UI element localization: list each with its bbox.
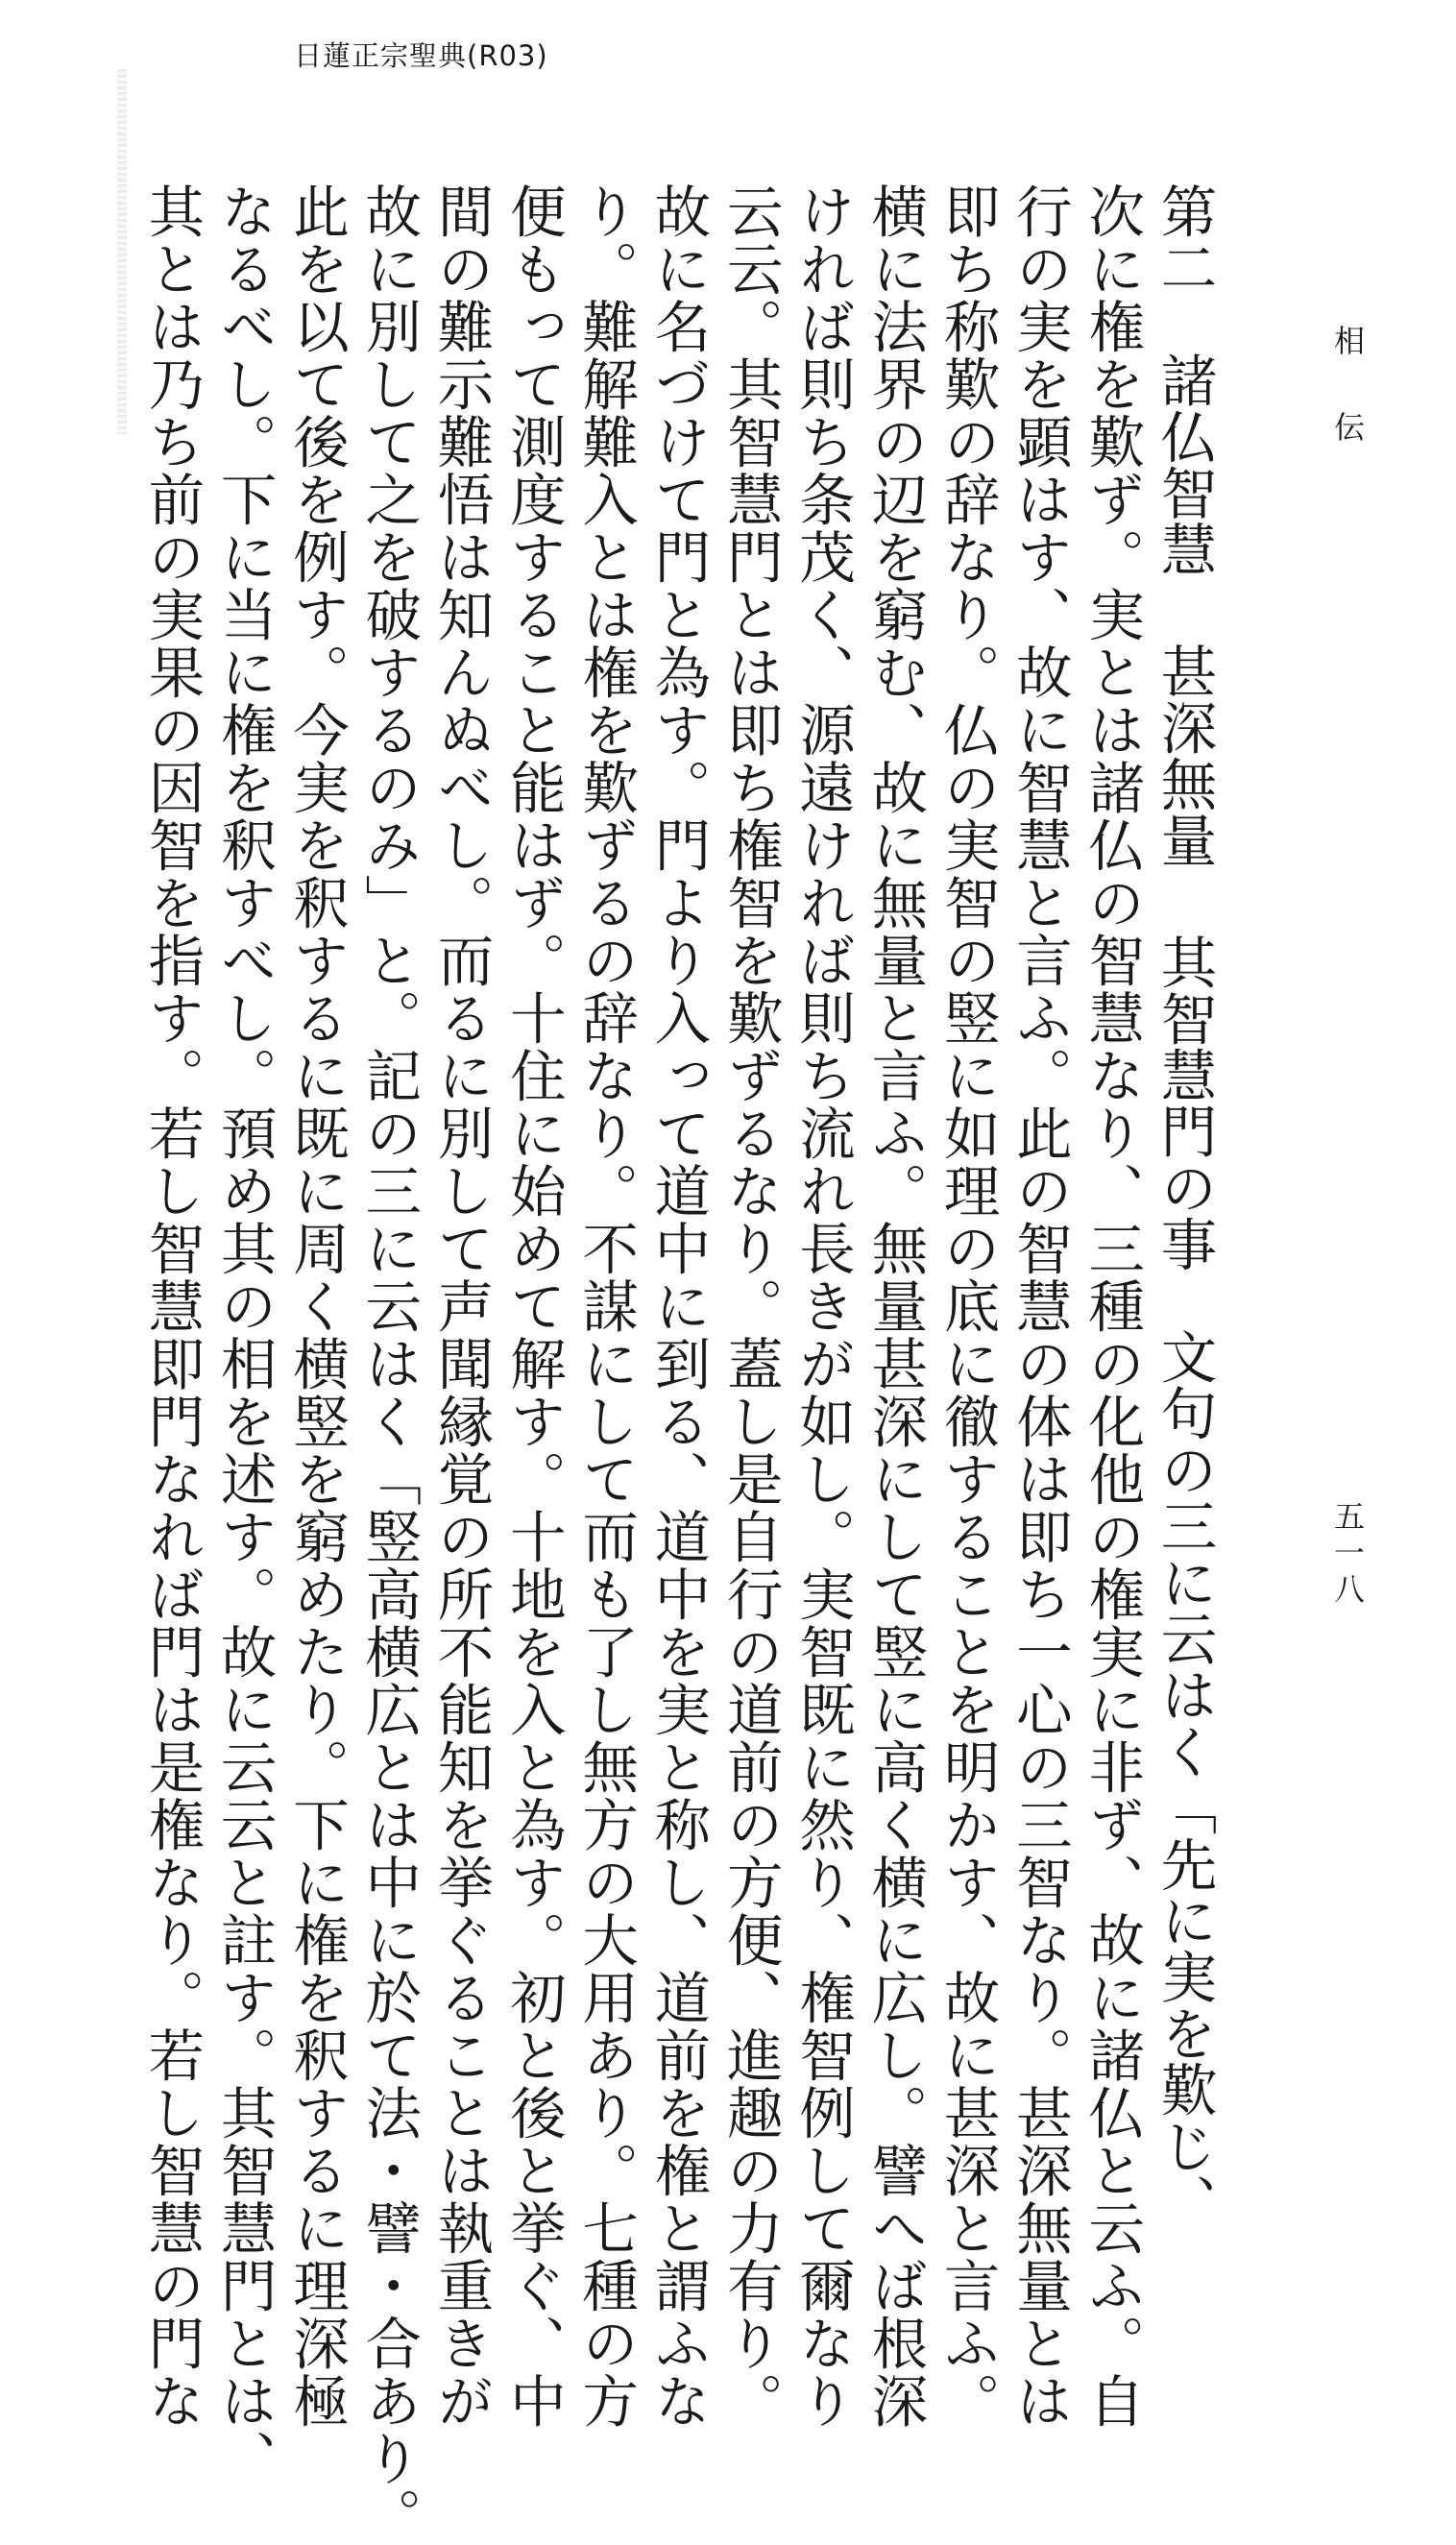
text-line: り。難解難入とは権を歎ずるの辞なり。不謀にして而も了し無方の大用あり。七種の方 — [572, 182, 639, 2430]
section-heading-line: 第二 諸仏智慧 甚深無量 其智慧門の事 文句の三に云はく「先に実を歎じ、 — [1152, 182, 1217, 2231]
text-line: 即ち称歎の辞なり。仏の実智の竪に如理の底に徹することを明かす、故に甚深と言ふ。 — [934, 182, 1001, 2430]
document-header: 日蓮正宗聖典(R03) — [294, 39, 548, 72]
running-title: 相伝 — [1329, 325, 1366, 497]
text-line: ければ則ち条茂く、源遠ければ則ち流れ長きが如し。実智既に然り、権智例して爾なり — [789, 182, 856, 2430]
body-text — [135, 182, 1220, 2545]
scan-artifact — [117, 69, 127, 434]
text-line: 間の難示難悟は知んぬべし。而るに別して声聞縁覚の所不能知を挙ぐることは執重きが — [428, 182, 495, 2430]
text-line: 此を以て後を例す。今実を釈するに既に周く横竪を窮めたり。下に権を釈するに理深極 — [283, 182, 350, 2430]
text-line: 次に権を歎ず。実とは諸仏の智慧なり、三種の化他の権実に非ず、故に諸仏と云ふ。自 — [1079, 182, 1145, 2430]
text-line: 横に法界の辺を窮む、故に無量と言ふ。無量甚深にして竪に高く横に広し。譬へば根深 — [861, 182, 928, 2430]
text-line: 其とは乃ち前の実果の因智を指す。若し智慧即門なれば門は是権なり。若し智慧の門な — [138, 182, 205, 2430]
text-line: 云云。其智慧門とは即ち権智を歎ずるなり。蓋し是自行の道前の方便、進趣の力有り。 — [717, 182, 784, 2430]
text-line: 便もって測度すること能はず。十住に始めて解す。十地を入と為す。初と後と挙ぐ、中 — [500, 182, 567, 2430]
text-line: 故に名づけて門と為す。門より入って道中に到る、道中を実と称し、道前を権と謂ふな — [644, 182, 711, 2430]
text-line: なるべし。下に当に権を釈すべし。預め其の相を述す。故に云云と註す。其智慧門とは、 — [211, 182, 278, 2487]
page-number: 五一八 — [1329, 1500, 1366, 1610]
text-line: 行の実を顕はす、故に智慧と言ふ。此の智慧の体は即ち一心の三智なり。甚深無量とは — [1007, 182, 1073, 2430]
text-line: 故に別して之を破するのみ」と。記の三に云はく「竪高横広とは中に於て法・譬・合あり。 — [355, 182, 422, 2545]
